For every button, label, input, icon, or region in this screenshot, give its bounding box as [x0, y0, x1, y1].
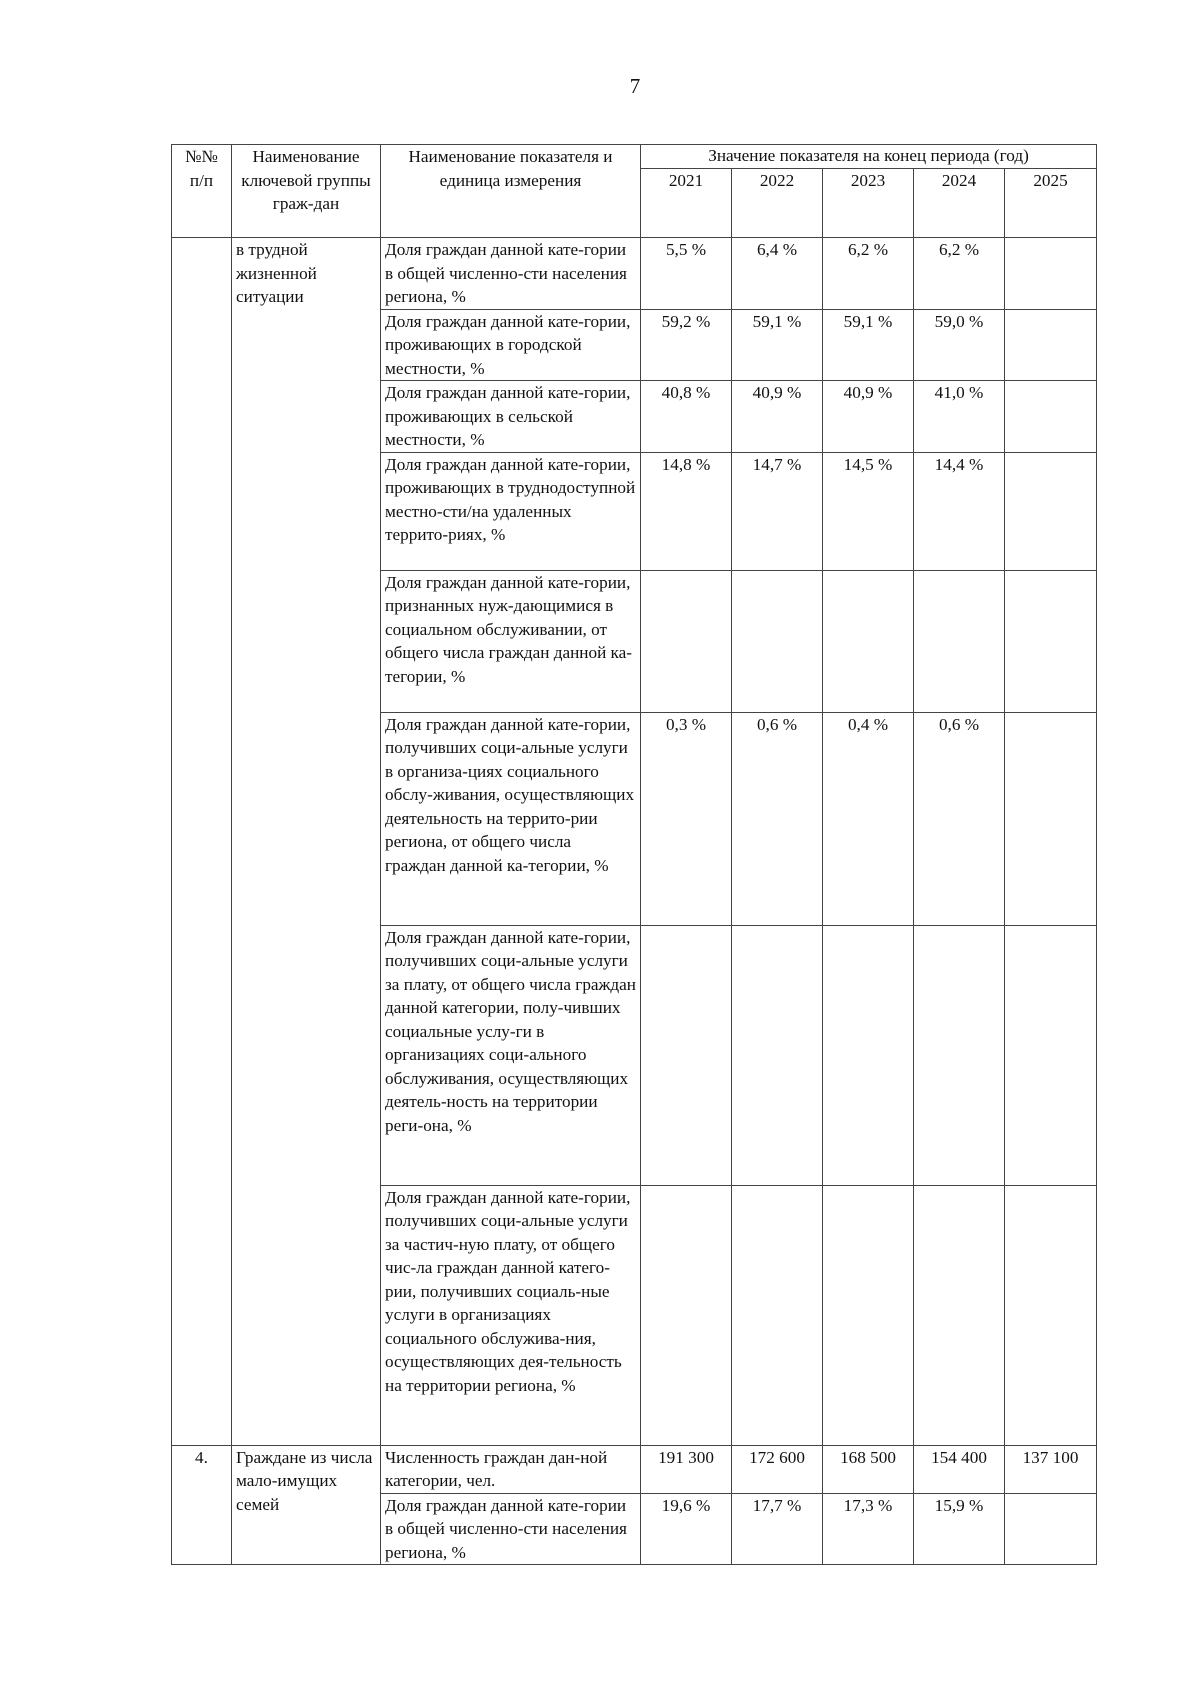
indicator-cell: Доля граждан данной кате-гории в общей численно-сти населения региона, %: [381, 238, 641, 310]
indicator-cell: Доля граждан данной кате-гории, проживающих в труднодоступной местно-сти/на удаленных террито-риях, %: [381, 452, 641, 570]
group3-num-cell: [172, 238, 232, 1446]
indicator-cell: Численность граждан дан-ной категории, чел.: [381, 1445, 641, 1493]
value-cell: 5,5 %: [641, 238, 732, 310]
value-cell: 40,9 %: [732, 381, 823, 453]
value-cell: [823, 925, 914, 1185]
value-cell: 59,2 %: [641, 309, 732, 381]
value-cell: 6,2 %: [823, 238, 914, 310]
indicator-cell: Доля граждан данной кате-гории в общей численно-сти населения региона, %: [381, 1493, 641, 1565]
value-cell: [641, 925, 732, 1185]
indicator-cell: Доля граждан данной кате-гории, получивших соци-альные услуги в организа-циях социального обслу-живания, осуществляющих деятельность на террито-рии региона, от общего числа граждан данной ка-тегории, %: [381, 712, 641, 925]
value-cell: 19,6 %: [641, 1493, 732, 1565]
header-group: Наименование ключевой группы граж-дан: [232, 145, 381, 238]
value-cell: [1005, 452, 1097, 570]
indicators-table: [171, 144, 1097, 1565]
value-cell: 59,1 %: [823, 309, 914, 381]
value-cell: [732, 570, 823, 712]
header-year: 2024: [914, 169, 1005, 238]
value-cell: [914, 925, 1005, 1185]
value-cell: 6,2 %: [914, 238, 1005, 310]
value-cell: [641, 570, 732, 712]
value-cell: 17,7 %: [732, 1493, 823, 1565]
value-cell: [823, 570, 914, 712]
value-cell: [1005, 309, 1097, 381]
value-cell: [1005, 381, 1097, 453]
group4-num: 4.: [172, 1445, 232, 1565]
value-cell: [1005, 570, 1097, 712]
header-year: 2023: [823, 169, 914, 238]
value-cell: [1005, 238, 1097, 310]
header-year: 2021: [641, 169, 732, 238]
value-cell: 0,6 %: [914, 712, 1005, 925]
indicator-cell: Доля граждан данной кате-гории, получивших соци-альные услуги за частич-ную плату, от общего чис-ла граждан данной катего-рии, получивших социаль-ные услуги в организациях социального обслужива-ния, осуществляющих дея-тельность на территории региона, %: [381, 1185, 641, 1445]
value-cell: 40,8 %: [641, 381, 732, 453]
group4-name: Граждане из числа мало-имущих семей: [232, 1445, 381, 1565]
value-cell: [641, 1185, 732, 1445]
header-year: 2022: [732, 169, 823, 238]
value-cell: 0,4 %: [823, 712, 914, 925]
header-period: Значение показателя на конец периода (год): [641, 145, 1097, 169]
header-indicator: Наименование показателя и единица измерения: [381, 145, 641, 238]
table-row: [172, 238, 1097, 310]
value-cell: 191 300: [641, 1445, 732, 1493]
value-cell: 0,3 %: [641, 712, 732, 925]
value-cell: 14,8 %: [641, 452, 732, 570]
value-cell: 41,0 %: [914, 381, 1005, 453]
value-cell: 59,0 %: [914, 309, 1005, 381]
value-cell: [1005, 712, 1097, 925]
value-cell: [1005, 1185, 1097, 1445]
group3-name-cont: в трудной жизненной ситуации: [232, 238, 381, 1446]
value-cell: 168 500: [823, 1445, 914, 1493]
page-number: 7: [629, 74, 641, 98]
table-row: [172, 1445, 1097, 1493]
value-cell: 17,3 %: [823, 1493, 914, 1565]
value-cell: 14,5 %: [823, 452, 914, 570]
value-cell: [1005, 925, 1097, 1185]
value-cell: 137 100: [1005, 1445, 1097, 1493]
value-cell: [914, 1185, 1005, 1445]
value-cell: 40,9 %: [823, 381, 914, 453]
header-num: №№ п/п: [172, 145, 232, 238]
indicator-cell: Доля граждан данной кате-гории, получивших соци-альные услуги за плату, от общего числа граждан данной категории, полу-чивших социальные услу-ги в организациях соци-ального обслуживания, осуществляющих деятель-ность на территории реги-она, %: [381, 925, 641, 1185]
value-cell: [732, 925, 823, 1185]
value-cell: 172 600: [732, 1445, 823, 1493]
indicator-cell: Доля граждан данной кате-гории, признанных нуж-дающимися в социальном обслуживании, от общего числа граждан данной ка-тегории, %: [381, 570, 641, 712]
value-cell: 14,7 %: [732, 452, 823, 570]
value-cell: 15,9 %: [914, 1493, 1005, 1565]
value-cell: [732, 1185, 823, 1445]
value-cell: 59,1 %: [732, 309, 823, 381]
value-cell: 14,4 %: [914, 452, 1005, 570]
value-cell: 154 400: [914, 1445, 1005, 1493]
value-cell: [914, 570, 1005, 712]
value-cell: [823, 1185, 914, 1445]
value-cell: 6,4 %: [732, 238, 823, 310]
indicator-cell: Доля граждан данной кате-гории, проживающих в городской местности, %: [381, 309, 641, 381]
value-cell: 0,6 %: [732, 712, 823, 925]
value-cell: [1005, 1493, 1097, 1565]
indicator-cell: Доля граждан данной кате-гории, проживающих в сельской местности, %: [381, 381, 641, 453]
header-year: 2025: [1005, 169, 1097, 238]
